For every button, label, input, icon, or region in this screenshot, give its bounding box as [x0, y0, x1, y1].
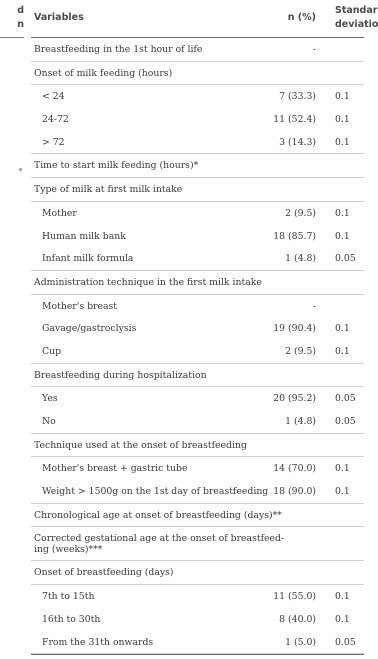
row-n-percent: 19 (90.4): [273, 323, 316, 335]
row-standard-deviation: 0.1: [335, 230, 350, 242]
row-standard-deviation: 0.05: [335, 636, 356, 648]
table-row: [31, 340, 364, 364]
row-standard-deviation: 0.1: [335, 345, 350, 357]
row-label: Human milk bank: [42, 230, 126, 242]
row-standard-deviation: 0.1: [335, 91, 350, 103]
row-label: Corrected gestational age at the onset of breastfeed-ing (weeks)***: [34, 533, 285, 556]
table-body: [31, 38, 364, 654]
row-standard-deviation: 0.05: [335, 416, 356, 427]
row-label: Onset of milk feeding (hours): [34, 67, 173, 79]
table-row: [31, 561, 364, 585]
row-n-percent: 3 (14.3): [279, 136, 316, 148]
row-n-percent: 1 (5.0): [285, 636, 316, 648]
row-standard-deviation: 0.05: [335, 253, 356, 265]
row-label: Chronological age at onset of breastfeeding (days)**: [34, 509, 282, 521]
row-n-percent: 2 (9.5): [285, 345, 316, 357]
text-fragment-mark: [19, 168, 22, 171]
row-standard-deviation: 0.1: [335, 591, 350, 603]
row-label: No: [42, 416, 56, 427]
previous-table-fragment: [0, 0, 24, 659]
table-row: [31, 62, 364, 86]
row-label: Breastfeeding during hospitalization: [34, 369, 207, 381]
table-row: [31, 585, 364, 608]
table-row: [31, 202, 364, 225]
row-label: Infant milk formula: [42, 253, 134, 265]
table-header: [31, 0, 378, 38]
row-n-percent: -: [312, 44, 316, 55]
table-row: [31, 504, 364, 528]
row-n-percent: 11 (55.0): [273, 591, 316, 603]
table-row: [31, 85, 364, 108]
row-label: From the 31th onwards: [42, 636, 154, 648]
row-n-percent: 20 (95.2): [273, 393, 316, 405]
row-label: Gavage/gastroclysis: [42, 323, 137, 335]
row-n-percent: 18 (90.0): [273, 486, 316, 498]
table-row: [31, 608, 364, 631]
table-row: [31, 387, 364, 410]
row-n-percent: 7 (33.3): [279, 91, 316, 103]
previous-table-header-fragment: [17, 4, 24, 32]
previous-header-line-2: n: [17, 19, 24, 30]
previous-table-rule: [0, 37, 24, 38]
row-label: Breastfeeding in the 1st hour of life: [34, 44, 203, 55]
row-n-percent: 8 (40.0): [279, 613, 316, 625]
table-row: [31, 527, 364, 561]
header-n-percent: n (%): [287, 12, 316, 23]
row-standard-deviation: 0.1: [335, 207, 350, 219]
previous-header-line-1: d: [17, 5, 24, 16]
row-n-percent: 18 (85.7): [273, 230, 316, 242]
breastfeeding-table: [31, 0, 378, 659]
row-label: 16th to 30th: [42, 613, 101, 625]
header-standard-deviation: [335, 4, 378, 32]
table-row: [31, 271, 364, 295]
table-row: [31, 410, 364, 434]
table-row: [31, 295, 364, 318]
row-n-percent: 11 (52.4): [273, 114, 316, 126]
row-label: Cup: [42, 345, 62, 357]
row-label: Administration technique in the first milk intake: [34, 276, 262, 288]
table-row: [31, 108, 364, 131]
row-label: < 24: [42, 91, 65, 103]
row-label: Time to start milk feeding (hours)*: [34, 160, 199, 172]
row-label: 7th to 15th: [42, 591, 95, 603]
row-standard-deviation: 0.1: [335, 323, 350, 335]
table-row: [31, 154, 364, 178]
row-n-percent: 1 (4.8): [285, 416, 316, 427]
row-label: Mother: [42, 207, 77, 219]
row-label: Mother's breast: [42, 300, 118, 312]
row-label: Yes: [42, 393, 58, 405]
row-n-percent: 2 (9.5): [285, 207, 316, 219]
row-label: Type of milk at first milk intake: [34, 184, 183, 196]
row-label: Onset of breastfeeding (days): [34, 567, 174, 579]
table-row: [31, 178, 364, 202]
table-row: [31, 317, 364, 340]
table-bottom-rule: [31, 654, 364, 655]
row-standard-deviation: 0.05: [335, 393, 356, 405]
row-standard-deviation: 0.1: [335, 136, 350, 148]
row-n-percent: 1 (4.8): [285, 253, 316, 265]
header-variables: Variables: [34, 12, 84, 23]
table-row: [31, 364, 364, 388]
row-label: Weight > 1500g on the 1st day of breastfeeding: [42, 486, 269, 498]
row-label: Technique used at the onset of breastfeeding: [34, 439, 247, 451]
header-sd-line-1: Standar: [335, 5, 378, 16]
row-n-percent: 14 (70.0): [273, 463, 316, 475]
table-row: [31, 247, 364, 271]
table-row: [31, 434, 364, 458]
row-label: Mother's breast + gastric tube: [42, 463, 188, 475]
row-standard-deviation: 0.1: [335, 486, 350, 498]
row-n-percent: -: [312, 300, 316, 312]
table-row: [31, 225, 364, 248]
row-label: > 72: [42, 136, 65, 148]
header-sd-line-2: deviatio: [335, 19, 378, 30]
table-row: [31, 631, 364, 655]
table-row: [31, 131, 364, 155]
row-label: 24-72: [42, 114, 69, 126]
table-row: [31, 480, 364, 504]
row-standard-deviation: 0.1: [335, 114, 350, 126]
row-standard-deviation: 0.1: [335, 613, 350, 625]
table-row: [31, 457, 364, 480]
table-row: [31, 38, 364, 62]
row-standard-deviation: 0.1: [335, 463, 350, 475]
